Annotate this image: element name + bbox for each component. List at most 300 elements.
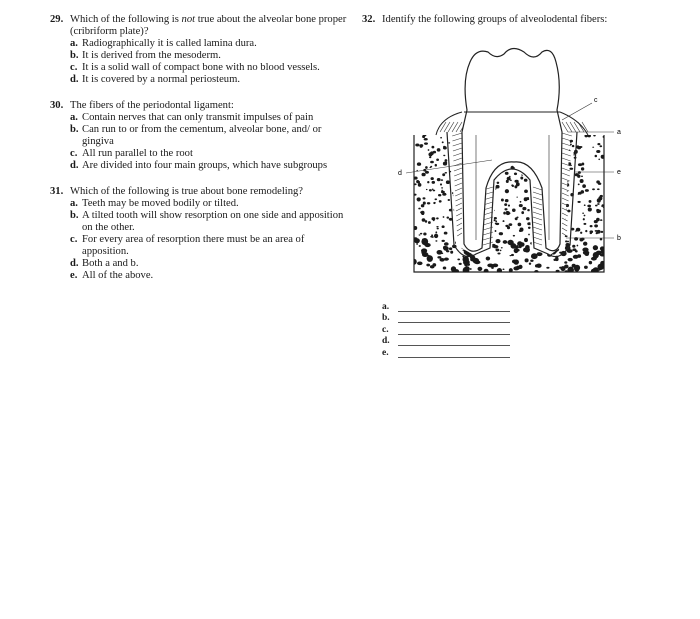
bone-stipple-dot [463, 250, 465, 251]
option-c[interactable]: c. All run parallel to the root [70, 148, 193, 159]
bone-stipple-dot [418, 208, 421, 210]
bone-stipple-dot [519, 204, 523, 207]
option-b[interactable]: b. It is derived from the mesoderm. [70, 50, 221, 61]
bone-stipple-dot [501, 247, 503, 248]
bone-stipple-dot [429, 156, 431, 158]
bone-stipple-dot [431, 146, 434, 149]
pdl-fiber-stroke [562, 208, 568, 211]
question-stem: Which of the following is not true about the alveolar bone proper (cribriform plate)? [70, 14, 347, 37]
pdl-fiber-stroke [453, 148, 462, 151]
pdl-fiber-stroke [454, 173, 462, 176]
bone-stipple-dot [601, 231, 604, 233]
bone-stipple-dot [578, 184, 580, 186]
question-30 [50, 100, 350, 172]
bone-stipple-dot [567, 181, 569, 183]
bone-stipple-dot [434, 202, 436, 204]
pdl-fiber-stroke [453, 158, 462, 161]
bone-stipple-dot [565, 270, 568, 273]
bone-stipple-dot [598, 182, 601, 184]
bone-stipple-dot [513, 235, 515, 237]
bone-stipple-dot [421, 204, 425, 207]
answer-blank[interactable] [398, 337, 510, 346]
pdl-fiber-stroke [562, 198, 569, 201]
bone-stipple-dot [441, 240, 444, 242]
bone-stipple-dot [514, 172, 517, 175]
bone-stipple-dot [527, 222, 531, 225]
bone-stipple-dot [441, 187, 443, 188]
bone-stipple-dot [510, 243, 516, 248]
bone-stipple-dot [459, 206, 462, 208]
bone-stipple-dot [581, 175, 583, 177]
bone-stipple-dot [564, 265, 569, 269]
bone-stipple-dot [411, 259, 417, 265]
bone-stipple-dot [509, 223, 513, 226]
pdl-fiber-stroke [533, 232, 542, 235]
bone-stipple-dot [455, 241, 461, 245]
bone-stipple-dot [415, 143, 419, 146]
bone-stipple-dot [458, 236, 460, 238]
pdl-fiber-stroke [457, 233, 462, 236]
bone-stipple-dot [454, 208, 458, 211]
bone-stipple-dot [421, 173, 425, 177]
bone-stipple-dot [528, 234, 530, 236]
bone-stipple-dot [459, 263, 462, 265]
bone-stipple-dot [421, 211, 425, 215]
bone-stipple-dot [443, 266, 447, 269]
option-a[interactable]: a. Radiographically it is called lamina dura. [70, 38, 257, 49]
bone-stipple-dot [493, 210, 495, 212]
bone-stipple-dot [432, 181, 435, 184]
answer-row-a: a. [382, 300, 522, 312]
bone-stipple-dot [495, 248, 499, 251]
bone-stipple-dot [572, 245, 575, 248]
bone-stipple-dot [564, 261, 567, 264]
bone-stipple-dot [582, 163, 585, 166]
answer-blank[interactable] [398, 314, 510, 323]
bone-stipple-dot [494, 217, 497, 219]
bone-stipple-dot [417, 262, 423, 266]
bone-stipple-dot [601, 155, 605, 159]
bone-stipple-dot [434, 234, 438, 238]
pdl-fiber-stroke [562, 228, 567, 231]
bone-stipple-dot [597, 203, 600, 205]
bone-stipple-dot [526, 217, 530, 220]
pdl-fiber-stroke [452, 133, 462, 136]
pdl-fiber-stroke [562, 173, 570, 176]
bone-stipple-dot [582, 213, 584, 214]
tooth-outline [462, 48, 562, 251]
bone-stipple-dot [592, 147, 594, 148]
bone-stipple-dot [421, 238, 428, 245]
bone-stipple-dot [519, 242, 524, 246]
question-31 [50, 186, 350, 282]
bone-stipple-dot [535, 216, 538, 218]
bone-stipple-dot [527, 209, 530, 211]
pdl-fiber-stroke [533, 197, 542, 200]
bone-stipple-dot [531, 253, 538, 259]
bone-stipple-dot [525, 258, 529, 262]
bone-stipple-dot [459, 185, 462, 187]
bone-stipple-dot [526, 197, 530, 200]
left-column [50, 14, 350, 296]
bone-stipple-dot [516, 182, 520, 186]
bone-stipple-dot [589, 230, 593, 233]
bone-stipple-dot [426, 189, 428, 190]
bone-stipple-dot [515, 246, 519, 249]
option-b[interactable]: b. Can run to or from the cementum, alveolar bone, and/ or gingiva [70, 124, 322, 147]
figure-label-b: b [617, 235, 621, 242]
question-number: 32. [362, 14, 376, 25]
bone-stipple-dot [529, 262, 531, 264]
bone-stipple-dot [577, 146, 581, 149]
bone-stipple-dot [594, 220, 598, 223]
bone-stipple-dot [569, 168, 573, 170]
bone-stipple-dot [439, 200, 442, 202]
bone-stipple-dot [583, 242, 587, 246]
bone-stipple-dot [503, 269, 505, 271]
bone-stipple-dot [428, 149, 430, 151]
options-list [50, 198, 350, 282]
bone-stipple-dot [580, 232, 582, 234]
bone-stipple-dot [423, 197, 426, 199]
bone-stipple-dot [584, 204, 586, 206]
answer-row-e: e. [382, 346, 522, 358]
question-29 [50, 14, 350, 86]
pdl-fiber-stroke [562, 153, 571, 156]
bone-stipple-dot [509, 268, 513, 272]
pdl-fiber-stroke [455, 198, 462, 201]
answer-blanks [382, 300, 522, 358]
pdl-fiber-stroke [533, 187, 542, 190]
bone-stipple-dot [576, 228, 580, 232]
answer-blank[interactable] [398, 303, 510, 312]
bone-stipple-dot [516, 197, 518, 198]
bone-stipple-dot [536, 264, 541, 268]
option-d[interactable]: d. It is covered by a normal periosteum. [70, 74, 240, 85]
bone-stipple-dot [584, 266, 588, 269]
pdl-fiber-stroke [533, 192, 542, 195]
bone-stipple-dot [448, 199, 451, 201]
bone-stipple-dot [457, 258, 460, 260]
bone-stipple-dot [419, 234, 421, 235]
bone-stipple-dot [440, 137, 442, 139]
bone-stipple-dot [590, 225, 593, 227]
bone-stipple-dot [589, 261, 592, 264]
option-e[interactable]: e. All of the above. [70, 270, 154, 281]
bone-stipple-dot [441, 179, 444, 181]
bone-stipple-dot [530, 242, 533, 245]
bone-stipple-dot [445, 159, 448, 162]
pdl-fiber-stroke [456, 213, 462, 216]
right-column [362, 14, 682, 26]
bone-stipple-dot [443, 155, 445, 156]
bone-stipple-dot [528, 227, 531, 229]
pdl-fiber-stroke [562, 158, 571, 161]
bone-stipple-dot [493, 219, 496, 221]
bone-stipple-dot [452, 192, 456, 195]
bone-stipple-dot [531, 199, 534, 201]
bone-stipple-dot [456, 242, 461, 245]
bone-stipple-dot [455, 182, 458, 184]
bone-stipple-dot [487, 263, 493, 267]
bone-stipple-dot [469, 268, 471, 270]
bone-stipple-dot [531, 186, 535, 189]
bone-stipple-dot [602, 204, 604, 207]
bone-stipple-dot [570, 144, 572, 146]
bone-stipple-dot [518, 223, 522, 227]
bone-stipple-dot [467, 269, 469, 271]
bone-stipple-dot [427, 202, 430, 204]
option-d[interactable]: d. Are divided into four main groups, which have subgroups [70, 160, 328, 171]
option-a[interactable]: a. Teeth may be moved bodily or tilted. [70, 198, 239, 209]
pdl-fiber-stroke [562, 188, 569, 191]
bone-stipple-dot [568, 258, 573, 262]
bone-stipple-dot [512, 208, 516, 211]
bone-stipple-dot [505, 189, 509, 193]
bone-stipple-dot [433, 220, 435, 222]
bone-stipple-dot [599, 145, 602, 147]
pdl-fiber-stroke [454, 178, 462, 181]
option-c[interactable]: c. It is a solid wall of compact bone with no blood vessels. [70, 62, 320, 73]
bone-stipple-dot [585, 230, 587, 232]
pdl-fiber-stroke [483, 237, 493, 240]
bone-stipple-dot [565, 191, 567, 192]
bone-stipple-dot [508, 205, 510, 207]
bone-stipple-dot [442, 173, 445, 176]
bone-stipple-dot [501, 199, 504, 202]
bone-stipple-dot [524, 247, 530, 253]
bone-stipple-dot [520, 228, 524, 232]
pdl-fiber-stroke [454, 168, 462, 171]
bone-stipple-dot [424, 142, 428, 144]
pdl-fiber-stroke [457, 223, 462, 226]
pdl-fiber-stroke [533, 207, 542, 210]
pdl-fiber-stroke [562, 213, 568, 216]
bone-stipple-dot [488, 209, 491, 212]
bone-stipple-dot [417, 162, 421, 166]
bone-stipple-dot [420, 144, 424, 147]
pdl-fiber-stroke [562, 138, 572, 141]
bone-stipple-dot [493, 245, 498, 248]
bone-stipple-dot [443, 216, 445, 218]
bone-stipple-dot [503, 241, 506, 243]
pdl-fiber-stroke [562, 143, 571, 146]
option-b[interactable]: b. A tilted tooth will show resorption on one side and apposition on the other. [70, 210, 344, 233]
option-c[interactable]: c. For every area of resorption there must be an area of apposition. [70, 234, 305, 257]
question-number: 29. [50, 14, 64, 25]
options-list [50, 112, 350, 172]
bone-stipple-dot [524, 179, 528, 182]
pdl-fiber-stroke [455, 183, 462, 186]
answer-row-d: d. [382, 335, 522, 347]
bone-stipple-dot [445, 172, 448, 174]
answer-blank[interactable] [398, 349, 510, 358]
bone-stipple-dot [441, 191, 445, 193]
bone-stipple-dot [596, 209, 599, 212]
bone-stipple-dot [504, 203, 507, 206]
options-list [50, 38, 350, 86]
bone-stipple-dot [524, 190, 528, 194]
bone-stipple-dot [453, 195, 455, 196]
bone-stipple-dot [566, 152, 569, 154]
bone-stipple-dot [434, 198, 437, 200]
bone-stipple-dot [521, 211, 524, 214]
bone-stipple-dot [522, 207, 526, 210]
bone-stipple-dot [565, 240, 567, 242]
bone-stipple-dot [414, 194, 417, 196]
bone-stipple-dot [596, 150, 600, 153]
bone-stipple-dot [437, 148, 441, 152]
bone-stipple-dot [424, 138, 428, 141]
question-number: 31. [50, 186, 64, 197]
bone-stipple-dot [432, 188, 434, 190]
bone-stipple-dot [530, 260, 533, 262]
bone-stipple-dot [436, 217, 439, 219]
pdl-fiber-stroke [455, 193, 462, 196]
bone-stipple-dot [495, 223, 499, 225]
pdl-fiber-stroke [562, 193, 569, 196]
pdl-fiber-stroke [533, 222, 542, 225]
pdl-fiber-stroke [533, 217, 542, 220]
pdl-fiber-stroke [483, 232, 493, 235]
bone-stipple-dot [577, 245, 579, 247]
pdl-fiber-stroke [562, 233, 567, 236]
bone-stipple-dot [442, 141, 444, 143]
bone-stipple-dot [443, 246, 447, 250]
bone-stipple-dot [497, 253, 500, 255]
bone-stipple-dot [597, 188, 600, 190]
bone-stipple-dot [428, 221, 431, 224]
answer-row-c: c. [382, 323, 522, 335]
figure-label-d: d [398, 170, 402, 177]
bone-stipple-dot [535, 198, 538, 200]
bone-stipple-dot [432, 263, 436, 267]
bone-stipple-dot [577, 201, 580, 203]
option-a[interactable]: a. Contain nerves that can only transmit impulses of pain [70, 112, 314, 123]
bone-stipple-dot [448, 142, 450, 143]
bone-stipple-dot [574, 237, 578, 240]
bone-stipple-dot [440, 251, 443, 254]
option-d[interactable]: d. Both a and b. [70, 258, 139, 269]
pdl-fiber-stroke [456, 208, 462, 211]
bone-stipple-dot [600, 219, 602, 221]
bone-stipple-dot [570, 165, 572, 166]
bone-stipple-dot [478, 267, 483, 271]
bone-stipple-dot [495, 239, 500, 243]
bone-stipple-dot [427, 181, 429, 183]
bone-stipple-dot [507, 177, 511, 181]
bone-stipple-dot [503, 212, 506, 215]
bone-stipple-dot [416, 243, 418, 245]
bone-stipple-dot [553, 259, 556, 261]
bone-stipple-dot [423, 232, 426, 235]
bone-stipple-dot [443, 146, 446, 149]
bone-stipple-dot [582, 184, 586, 188]
bone-stipple-dot [486, 256, 490, 260]
bone-stipple-dot [538, 210, 541, 212]
bone-stipple-dot [577, 254, 581, 258]
bone-stipple-dot [422, 218, 426, 222]
pdl-fiber-stroke [453, 143, 462, 146]
bone-stipple-dot [443, 162, 447, 166]
bone-stipple-dot [585, 189, 589, 192]
answer-blank[interactable] [398, 326, 510, 335]
question-stem: Identify the following groups of alveolodental fibers: [382, 14, 608, 25]
bone-stipple-dot [433, 151, 436, 154]
bone-stipple-dot [520, 201, 522, 203]
bone-stipple-dot [419, 245, 421, 247]
bone-stipple-dot [584, 215, 586, 217]
bone-stipple-dot [503, 220, 505, 222]
bone-stipple-dot [512, 260, 517, 264]
bone-stipple-dot [435, 164, 437, 167]
bone-stipple-dot [426, 264, 430, 267]
bone-stipple-dot [444, 242, 449, 246]
bone-stipple-dot [435, 231, 437, 233]
question-number: 30. [50, 100, 64, 111]
diagram-svg [392, 40, 632, 285]
bone-stipple-dot [537, 229, 539, 231]
bone-stipple-dot [597, 264, 604, 270]
emphasis-not: not [181, 14, 196, 25]
pdl-fiber-stroke [453, 153, 462, 156]
bone-stipple-dot [420, 233, 422, 235]
bone-stipple-dot [511, 254, 514, 256]
question-stem: The fibers of the periodontal ligament: [70, 100, 234, 111]
bone-stipple-dot [546, 267, 549, 269]
bone-stipple-dot [447, 216, 450, 218]
pdl-fiber-stroke [562, 133, 572, 136]
bone-stipple-dot [540, 232, 542, 233]
bone-stipple-dot [542, 217, 544, 218]
bone-stipple-dot [425, 171, 429, 174]
bone-stipple-dot [504, 208, 507, 210]
bone-stipple-dot [459, 206, 461, 208]
bone-stipple-dot [444, 232, 448, 235]
bone-stipple-dot [516, 249, 520, 252]
bone-stipple-dot [438, 194, 441, 196]
bone-stipple-dot [506, 211, 510, 215]
bone-stipple-dot [414, 238, 420, 243]
bone-stipple-dot [416, 170, 418, 171]
bone-stipple-dot [425, 166, 428, 169]
question-stem: Which of the following is true about bone remodeling? [70, 186, 304, 197]
bone-stipple-dot [418, 183, 422, 187]
bone-stipple-dot [436, 159, 439, 162]
pdl-fiber-stroke [562, 148, 571, 151]
bone-stipple-dot [583, 223, 586, 225]
bone-stipple-dot [593, 245, 598, 250]
bone-stipple-dot [430, 161, 434, 164]
bone-stipple-dot [581, 167, 584, 170]
bone-stipple-dot [424, 135, 426, 137]
bone-stipple-dot [516, 217, 518, 219]
bone-stipple-dot [597, 230, 601, 234]
bone-stipple-dot [484, 269, 489, 274]
bone-stipple-dot [521, 174, 523, 176]
bone-stipple-dot [414, 183, 417, 185]
pdl-fiber-stroke [456, 203, 462, 206]
bone-stipple-dot [572, 248, 576, 251]
bone-stipple-dot [593, 134, 595, 137]
pdl-fiber-stroke [456, 218, 462, 221]
bone-stipple-dot [431, 177, 434, 180]
bone-stipple-dot [436, 226, 438, 228]
bone-stipple-dot [512, 185, 514, 187]
bone-stipple-dot [429, 189, 432, 191]
bone-stipple-dot [519, 166, 521, 167]
bone-stipple-dot [446, 180, 450, 184]
